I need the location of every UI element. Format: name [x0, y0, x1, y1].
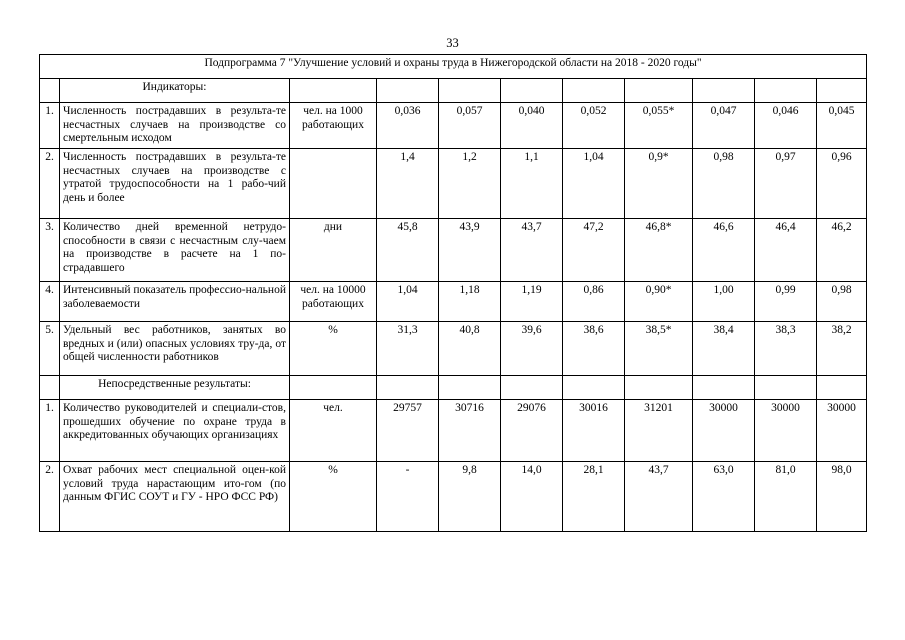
value-cell: 31,3: [377, 322, 439, 376]
table-row: [40, 103, 867, 149]
unit-cell: [290, 149, 377, 219]
empty-cell: [290, 376, 377, 400]
value-cell: 14,0: [501, 462, 563, 532]
value-cell: 31201: [625, 400, 693, 462]
value-cell: 0,040: [501, 103, 563, 149]
table-row: [40, 219, 867, 282]
empty-cell: [40, 376, 60, 400]
table-row: [40, 400, 867, 462]
value-cell: 38,4: [693, 322, 755, 376]
value-cell: 30016: [563, 400, 625, 462]
value-cell: 1,18: [439, 282, 501, 322]
value-cell: 28,1: [563, 462, 625, 532]
row-number: 3.: [40, 219, 60, 282]
value-cell: 43,7: [625, 462, 693, 532]
unit-cell: чел. на 1000 работающих: [290, 103, 377, 149]
value-cell: 0,052: [563, 103, 625, 149]
indicator-name: Количество дней временной нетрудо-способности в связи с несчастным слу-чаем на производстве в расчете на 1 по-страдавшего: [60, 219, 290, 282]
empty-cell: [501, 79, 563, 103]
indicator-name: Удельный вес работников, занятых во вредных и (или) опасных условиях тру-да, от общей численности работников: [60, 322, 290, 376]
value-cell: 30000: [755, 400, 817, 462]
value-cell: 30716: [439, 400, 501, 462]
indicator-name: Количество руководителей и специали-стов, прошедших обучение по охране труда в аккредитованных обучающих организациях: [60, 400, 290, 462]
value-cell: 0,98: [693, 149, 755, 219]
value-cell: 0,86: [563, 282, 625, 322]
value-cell: 39,6: [501, 322, 563, 376]
value-cell: 63,0: [693, 462, 755, 532]
value-cell: 46,2: [817, 219, 867, 282]
value-cell: 0,90*: [625, 282, 693, 322]
unit-cell: дни: [290, 219, 377, 282]
value-cell: 0,97: [755, 149, 817, 219]
table-row: [40, 462, 867, 532]
row-number: 1.: [40, 103, 60, 149]
table-row: [40, 149, 867, 219]
empty-cell: [817, 79, 867, 103]
empty-cell: [377, 79, 439, 103]
table-title: Подпрограмма 7 "Улучшение условий и охраны труда в Нижегородской области на 2018 - 2020 годы": [40, 55, 867, 79]
value-cell: 0,055*: [625, 103, 693, 149]
row-number: 4.: [40, 282, 60, 322]
empty-cell: [439, 376, 501, 400]
value-cell: 29757: [377, 400, 439, 462]
empty-cell: [693, 376, 755, 400]
empty-cell: [290, 79, 377, 103]
row-number: 2.: [40, 462, 60, 532]
empty-cell: [439, 79, 501, 103]
table-row: [40, 282, 867, 322]
empty-cell: [563, 79, 625, 103]
empty-cell: [693, 79, 755, 103]
value-cell: 1,1: [501, 149, 563, 219]
row-number: 5.: [40, 322, 60, 376]
value-cell: 1,00: [693, 282, 755, 322]
section-heading: Непосредственные результаты:: [60, 376, 290, 400]
value-cell: 0,036: [377, 103, 439, 149]
unit-cell: %: [290, 462, 377, 532]
value-cell: 29076: [501, 400, 563, 462]
value-cell: 0,98: [817, 282, 867, 322]
indicator-name: Численность пострадавших в результа-те несчастных случаев на производстве со смертельным исходом: [60, 103, 290, 149]
value-cell: 38,2: [817, 322, 867, 376]
empty-cell: [40, 79, 60, 103]
value-cell: 38,3: [755, 322, 817, 376]
value-cell: 38,6: [563, 322, 625, 376]
value-cell: 30000: [817, 400, 867, 462]
value-cell: 43,9: [439, 219, 501, 282]
empty-cell: [625, 376, 693, 400]
value-cell: 43,7: [501, 219, 563, 282]
row-number: 2.: [40, 149, 60, 219]
value-cell: 0,9*: [625, 149, 693, 219]
section-heading: Индикаторы:: [60, 79, 290, 103]
value-cell: -: [377, 462, 439, 532]
empty-cell: [563, 376, 625, 400]
value-cell: 0,99: [755, 282, 817, 322]
value-cell: 40,8: [439, 322, 501, 376]
unit-cell: %: [290, 322, 377, 376]
section-heading-row: [40, 376, 867, 400]
value-cell: 46,8*: [625, 219, 693, 282]
value-cell: 46,6: [693, 219, 755, 282]
empty-cell: [625, 79, 693, 103]
value-cell: 0,046: [755, 103, 817, 149]
empty-cell: [501, 376, 563, 400]
value-cell: 47,2: [563, 219, 625, 282]
value-cell: 38,5*: [625, 322, 693, 376]
value-cell: 0,045: [817, 103, 867, 149]
value-cell: 1,19: [501, 282, 563, 322]
indicator-name: Интенсивный показатель профессио-нальной заболеваемости: [60, 282, 290, 322]
empty-cell: [755, 79, 817, 103]
value-cell: 45,8: [377, 219, 439, 282]
empty-cell: [755, 376, 817, 400]
empty-cell: [377, 376, 439, 400]
value-cell: 98,0: [817, 462, 867, 532]
value-cell: 1,2: [439, 149, 501, 219]
empty-cell: [817, 376, 867, 400]
indicator-name: Численность пострадавших в результа-те несчастных случаев на производстве с утратой трудоспособности на 1 рабо-чий день и более: [60, 149, 290, 219]
table-title-row: [40, 55, 867, 79]
unit-cell: чел. на 10000 работающих: [290, 282, 377, 322]
page-number: 33: [446, 36, 459, 50]
value-cell: 30000: [693, 400, 755, 462]
indicator-name: Охват рабочих мест специальной оцен-кой условий труда нарастающим ито-гом (по данным ФГИС СОУТ и ГУ - НРО ФСС РФ): [60, 462, 290, 532]
value-cell: 1,4: [377, 149, 439, 219]
row-number: 1.: [40, 400, 60, 462]
value-cell: 1,04: [563, 149, 625, 219]
indicators-table: [39, 54, 867, 532]
value-cell: 81,0: [755, 462, 817, 532]
value-cell: 0,047: [693, 103, 755, 149]
table-row: [40, 322, 867, 376]
value-cell: 1,04: [377, 282, 439, 322]
unit-cell: чел.: [290, 400, 377, 462]
value-cell: 46,4: [755, 219, 817, 282]
section-heading-row: [40, 79, 867, 103]
value-cell: 0,057: [439, 103, 501, 149]
value-cell: 9,8: [439, 462, 501, 532]
value-cell: 0,96: [817, 149, 867, 219]
